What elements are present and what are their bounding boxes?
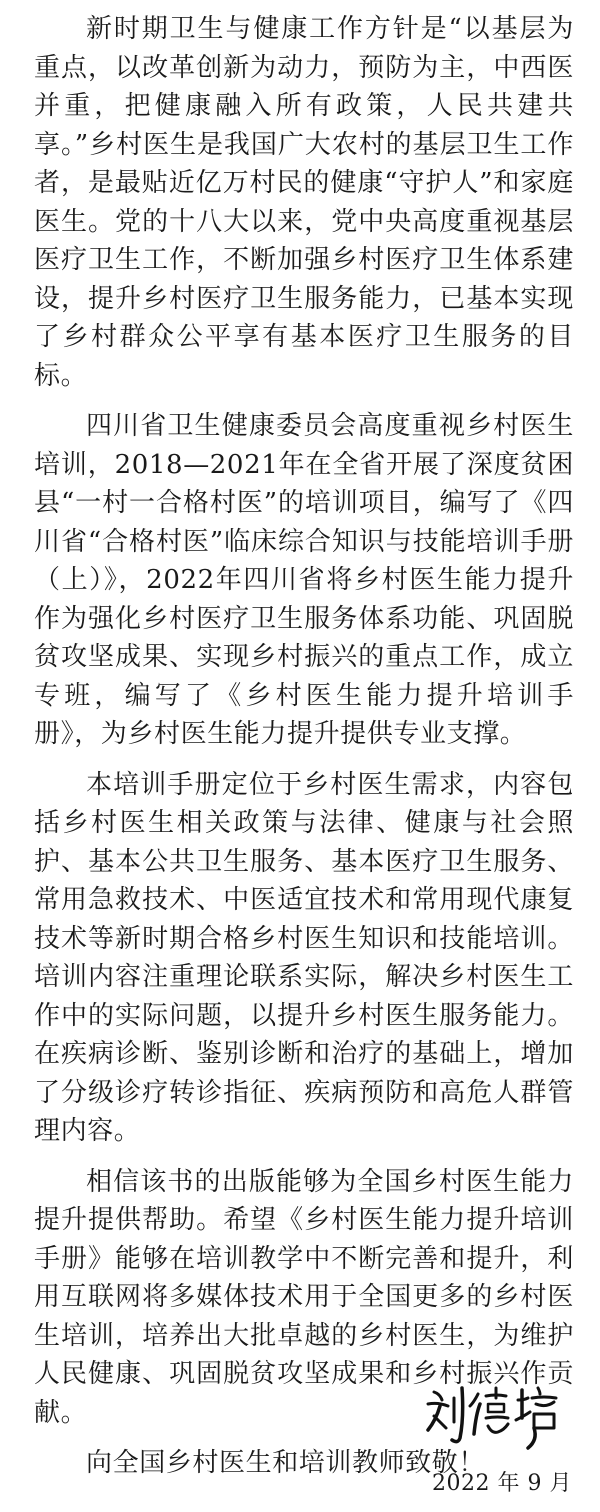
handwritten-signature: [420, 1380, 570, 1455]
paragraph-4: 相信该书的出版能够为全国乡村医生能力提升提供帮助。希望《乡村医生能力提升培训手册》能够在培训教学中不断完善和提升，利用互联网将多媒体技术用于全国更多的乡村医生培训，培养出大批卓越的乡村医生，为维护人民健康、巩固脱贫攻坚成果和乡村振兴作贡献。: [34, 1166, 574, 1428]
paragraph-1: 新时期卫生与健康工作方针是“以基层为重点，以改革创新为动力，预防为主，中西医并重，把健康融入所有政策，人民共建共享。”乡村医生是我国广大农村的基层卫生工作者，是最贴近亿万村民的健康“守护人”和家庭医生。党的十八大以来，党中央高度重视基层医疗卫生工作，不断加强乡村医疗卫生体系建设，提升乡村医疗卫生服务能力，已基本实现了乡村群众公平享有基本医疗卫生服务的目标。: [34, 14, 574, 391]
paragraph-3: 本培训手册定位于乡村医生需求，内容包括乡村医生相关政策与法律、健康与社会照护、基本公共卫生服务、基本医疗卫生服务、常用急救技术、中医适宜技术和常用现代康复技术等新时期合格乡村医生知识和技能培训。培训内容注重理论联系实际，解决乡村医生工作中的实际问题，以提升乡村医生服务能力。在疾病诊断、鉴别诊断和治疗的基础上，增加了分级诊疗转诊指征、疾病预防和高危人群管理内容。: [34, 769, 574, 1146]
preface-date: 2022 年 9 月: [432, 1471, 572, 1496]
preface-body: [34, 10, 574, 1495]
paragraph-5: 向全国乡村医生和培训教师致敬！: [86, 1448, 486, 1478]
paragraph-2: 四川省卫生健康委员会高度重视乡村医生培训，2018—2021年在全省开展了深度贫困县“一村一合格村医”的培训项目，编写了《四川省“合格村医”临床综合知识与技能培训手册（上）》，2022年四川省将乡村医生能力提升作为强化乡村医疗卫生服务体系功能、巩固脱贫攻坚成果、实现乡村振兴的重点工作，成立专班，编写了《乡村医生能力提升培训手册》，为乡村医生能力提升提供专业支撑。: [34, 411, 574, 749]
